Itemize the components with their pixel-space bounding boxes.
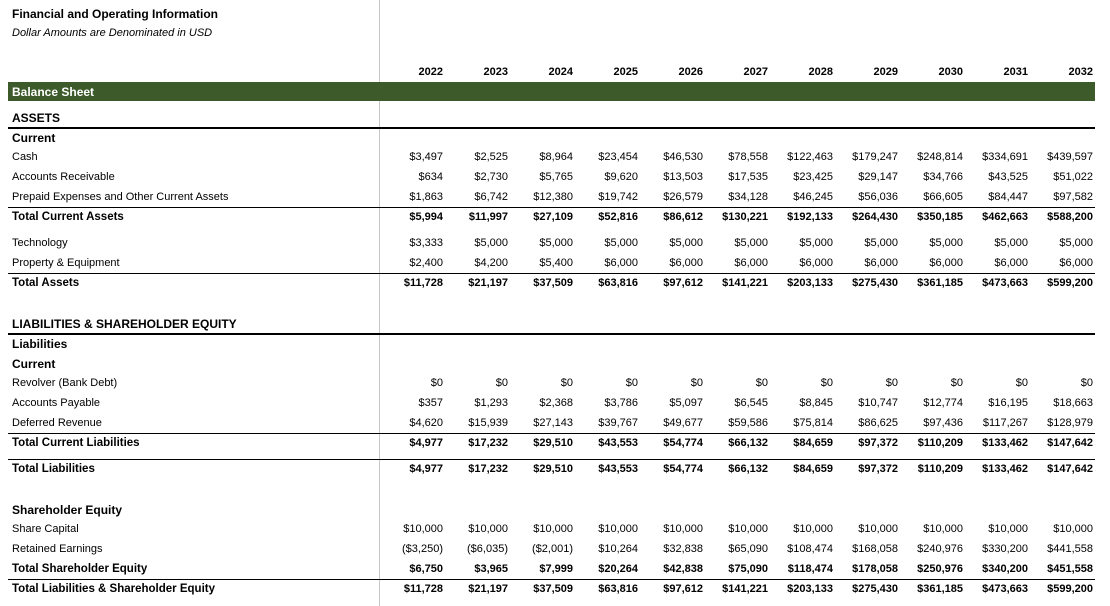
cell-value: $0 bbox=[560, 377, 573, 389]
year-header-2030: 2030 bbox=[938, 66, 963, 78]
cell-value: $16,195 bbox=[988, 397, 1028, 409]
section-band-label: Balance Sheet bbox=[12, 85, 95, 99]
cell-value: $599,200 bbox=[1047, 583, 1093, 595]
year-header-2024: 2024 bbox=[548, 66, 573, 78]
cell-value: $108,474 bbox=[787, 543, 833, 555]
cell-value: $46,245 bbox=[793, 191, 833, 203]
row-label: ASSETS bbox=[12, 111, 61, 125]
cell-value: $97,612 bbox=[663, 583, 703, 595]
year-header-2022: 2022 bbox=[418, 66, 443, 78]
cell-value: $5,765 bbox=[539, 171, 573, 183]
cell-value: $54,774 bbox=[663, 437, 703, 449]
cell-value: $34,128 bbox=[728, 191, 768, 203]
cell-value: $66,132 bbox=[728, 463, 768, 475]
cell-value: $4,977 bbox=[409, 437, 443, 449]
cell-value: $6,000 bbox=[994, 257, 1028, 269]
cell-value: $43,553 bbox=[598, 437, 638, 449]
cell-value: $10,000 bbox=[663, 523, 703, 535]
cell-value: $330,200 bbox=[982, 543, 1028, 555]
cell-value: $6,000 bbox=[799, 257, 833, 269]
cell-value: $37,509 bbox=[533, 583, 573, 595]
cell-value: $6,742 bbox=[474, 191, 508, 203]
cell-value: $46,530 bbox=[663, 151, 703, 163]
table-row bbox=[0, 414, 1110, 434]
cell-value: $133,462 bbox=[982, 463, 1028, 475]
cell-value: $178,058 bbox=[852, 563, 898, 575]
cell-value: $361,185 bbox=[917, 583, 963, 595]
cell-value: $6,000 bbox=[604, 257, 638, 269]
cell-value: $49,677 bbox=[663, 417, 703, 429]
year-header-2031: 2031 bbox=[1003, 66, 1028, 78]
cell-value: $39,767 bbox=[598, 417, 638, 429]
cell-value: $3,497 bbox=[409, 151, 443, 163]
cell-value: $5,000 bbox=[734, 237, 768, 249]
cell-value: $599,200 bbox=[1047, 277, 1093, 289]
cell-value: $86,625 bbox=[858, 417, 898, 429]
row-label: Retained Earnings bbox=[12, 543, 103, 555]
cell-value: $462,663 bbox=[982, 211, 1028, 223]
cell-value: $350,185 bbox=[917, 211, 963, 223]
cell-value: $56,036 bbox=[858, 191, 898, 203]
row-label: Technology bbox=[12, 237, 68, 249]
cell-value: $118,474 bbox=[787, 563, 833, 575]
cell-value: ($2,001) bbox=[532, 543, 573, 555]
table-row bbox=[0, 434, 1110, 454]
cell-value: $473,663 bbox=[982, 583, 1028, 595]
cell-value: $179,247 bbox=[852, 151, 898, 163]
cell-value: $17,535 bbox=[728, 171, 768, 183]
cell-value: $250,976 bbox=[917, 563, 963, 575]
cell-value: $11,728 bbox=[403, 583, 443, 595]
cell-value: $11,997 bbox=[468, 211, 508, 223]
cell-value: $52,816 bbox=[598, 211, 638, 223]
cell-value: $10,000 bbox=[793, 523, 833, 535]
cell-value: $1,863 bbox=[409, 191, 443, 203]
cell-value: $4,200 bbox=[474, 257, 508, 269]
cell-value: $20,264 bbox=[598, 563, 638, 575]
table-row bbox=[0, 168, 1110, 188]
table-row bbox=[0, 374, 1110, 394]
cell-value: $84,447 bbox=[988, 191, 1028, 203]
cell-value: $4,620 bbox=[409, 417, 443, 429]
cell-value: $27,143 bbox=[533, 417, 573, 429]
table-row bbox=[0, 540, 1110, 560]
cell-value: $441,558 bbox=[1047, 543, 1093, 555]
year-header-2023: 2023 bbox=[483, 66, 508, 78]
cell-value: $65,090 bbox=[728, 543, 768, 555]
table-row bbox=[0, 128, 1110, 148]
cell-value: $29,147 bbox=[858, 171, 898, 183]
cell-value: $0 bbox=[495, 377, 508, 389]
cell-value: $5,000 bbox=[604, 237, 638, 249]
row-label: Deferred Revenue bbox=[12, 417, 102, 429]
row-label: Total Current Liabilities bbox=[12, 437, 140, 449]
table-row bbox=[0, 580, 1110, 600]
cell-value: $8,964 bbox=[539, 151, 573, 163]
cell-value: $6,000 bbox=[734, 257, 768, 269]
cell-value: $5,400 bbox=[539, 257, 573, 269]
cell-value: $340,200 bbox=[982, 563, 1028, 575]
cell-value: $11,728 bbox=[403, 277, 443, 289]
cell-value: $10,000 bbox=[468, 523, 508, 535]
cell-value: $27,109 bbox=[533, 211, 573, 223]
cell-value: $192,133 bbox=[787, 211, 833, 223]
table-row bbox=[0, 274, 1110, 294]
cell-value: $3,333 bbox=[409, 237, 443, 249]
row-label: Cash bbox=[12, 151, 38, 163]
cell-value: $6,000 bbox=[929, 257, 963, 269]
cell-value: $248,814 bbox=[917, 151, 963, 163]
cell-value: $23,454 bbox=[598, 151, 638, 163]
cell-value: $203,133 bbox=[787, 277, 833, 289]
cell-value: $84,659 bbox=[793, 463, 833, 475]
cell-value: $5,000 bbox=[994, 237, 1028, 249]
cell-value: $133,462 bbox=[982, 437, 1028, 449]
cell-value: $275,430 bbox=[852, 277, 898, 289]
row-label: Total Liabilities & Shareholder Equity bbox=[12, 583, 215, 595]
cell-value: $2,400 bbox=[409, 257, 443, 269]
cell-value: $12,380 bbox=[533, 191, 573, 203]
cell-value: $2,525 bbox=[474, 151, 508, 163]
table-row bbox=[0, 460, 1110, 480]
year-header-2029: 2029 bbox=[873, 66, 898, 78]
cell-value: $5,000 bbox=[929, 237, 963, 249]
cell-value: $43,553 bbox=[598, 463, 638, 475]
cell-value: $141,221 bbox=[722, 583, 768, 595]
table-row bbox=[0, 560, 1110, 580]
cell-value: $10,000 bbox=[728, 523, 768, 535]
table-row bbox=[0, 394, 1110, 414]
cell-value: $10,000 bbox=[403, 523, 443, 535]
cell-value: $59,586 bbox=[728, 417, 768, 429]
cell-value: $86,612 bbox=[663, 211, 703, 223]
cell-value: ($3,250) bbox=[402, 543, 443, 555]
year-header-2028: 2028 bbox=[808, 66, 833, 78]
cell-value: $21,197 bbox=[468, 583, 508, 595]
row-label: Accounts Receivable bbox=[12, 171, 115, 183]
cell-value: $75,090 bbox=[728, 563, 768, 575]
cell-value: $10,000 bbox=[533, 523, 573, 535]
cell-value: $203,133 bbox=[787, 583, 833, 595]
cell-value: $0 bbox=[1015, 377, 1028, 389]
table-row bbox=[0, 500, 1110, 520]
cell-value: $29,510 bbox=[533, 463, 573, 475]
cell-value: $6,000 bbox=[864, 257, 898, 269]
cell-value: $17,232 bbox=[468, 463, 508, 475]
cell-value: $0 bbox=[820, 377, 833, 389]
row-label: Accounts Payable bbox=[12, 397, 101, 409]
table-row bbox=[0, 148, 1110, 168]
cell-value: $42,838 bbox=[663, 563, 703, 575]
cell-value: $97,582 bbox=[1053, 191, 1093, 203]
cell-value: $10,000 bbox=[988, 523, 1028, 535]
cell-value: $10,000 bbox=[598, 523, 638, 535]
cell-value: $5,097 bbox=[669, 397, 703, 409]
section-band bbox=[8, 82, 1095, 101]
table-row bbox=[0, 234, 1110, 254]
table-row bbox=[0, 354, 1110, 374]
cell-value: $6,000 bbox=[1059, 257, 1093, 269]
cell-value: $15,939 bbox=[468, 417, 508, 429]
cell-value: $17,232 bbox=[468, 437, 508, 449]
cell-value: $12,774 bbox=[923, 397, 963, 409]
cell-value: $10,747 bbox=[858, 397, 898, 409]
cell-value: $110,209 bbox=[917, 463, 963, 475]
year-header-2032: 2032 bbox=[1068, 66, 1093, 78]
year-header-2026: 2026 bbox=[678, 66, 703, 78]
cell-value: $122,463 bbox=[787, 151, 833, 163]
cell-value: $23,425 bbox=[793, 171, 833, 183]
cell-value: $0 bbox=[430, 377, 443, 389]
report-subtitle: Dollar Amounts are Denominated in USD bbox=[12, 27, 213, 39]
cell-value: $66,605 bbox=[923, 191, 963, 203]
row-label: Shareholder Equity bbox=[12, 503, 123, 517]
cell-value: $3,965 bbox=[474, 563, 508, 575]
cell-value: $97,372 bbox=[858, 437, 898, 449]
cell-value: $0 bbox=[625, 377, 638, 389]
cell-value: $5,000 bbox=[864, 237, 898, 249]
cell-value: $0 bbox=[885, 377, 898, 389]
year-header-2027: 2027 bbox=[743, 66, 768, 78]
row-label: Property & Equipment bbox=[12, 257, 120, 269]
row-label: Total Assets bbox=[12, 277, 80, 289]
cell-value: $473,663 bbox=[982, 277, 1028, 289]
cell-value: $97,612 bbox=[663, 277, 703, 289]
cell-value: $4,977 bbox=[409, 463, 443, 475]
cell-value: $10,000 bbox=[1053, 523, 1093, 535]
cell-value: $357 bbox=[418, 397, 443, 409]
cell-value: $6,750 bbox=[409, 563, 443, 575]
row-label: Total Liabilities bbox=[12, 463, 95, 475]
row-label: Liabilities bbox=[12, 337, 68, 351]
cell-value: $13,503 bbox=[663, 171, 703, 183]
cell-value: $2,368 bbox=[539, 397, 573, 409]
row-label: Current bbox=[12, 131, 56, 145]
cell-value: $275,430 bbox=[852, 583, 898, 595]
cell-value: $5,000 bbox=[1059, 237, 1093, 249]
cell-value: $5,000 bbox=[474, 237, 508, 249]
cell-value: $130,221 bbox=[722, 211, 768, 223]
cell-value: $51,022 bbox=[1053, 171, 1093, 183]
cell-value: $0 bbox=[755, 377, 768, 389]
table-row bbox=[0, 108, 1110, 128]
table-row bbox=[0, 254, 1110, 274]
row-label: Total Current Assets bbox=[12, 211, 124, 223]
cell-value: $6,545 bbox=[734, 397, 768, 409]
cell-value: $439,597 bbox=[1047, 151, 1093, 163]
cell-value: $0 bbox=[950, 377, 963, 389]
cell-value: $75,814 bbox=[793, 417, 833, 429]
cell-value: $3,786 bbox=[604, 397, 638, 409]
cell-value: $78,558 bbox=[728, 151, 768, 163]
cell-value: $361,185 bbox=[917, 277, 963, 289]
cell-value: $5,000 bbox=[799, 237, 833, 249]
cell-value: $8,845 bbox=[799, 397, 833, 409]
cell-value: $97,436 bbox=[923, 417, 963, 429]
table-row bbox=[0, 334, 1110, 354]
row-label: Revolver (Bank Debt) bbox=[12, 377, 118, 389]
cell-value: $1,293 bbox=[474, 397, 508, 409]
cell-value: $43,525 bbox=[988, 171, 1028, 183]
cell-value: $34,766 bbox=[923, 171, 963, 183]
cell-value: $10,000 bbox=[923, 523, 963, 535]
cell-value: $54,774 bbox=[663, 463, 703, 475]
cell-value: ($6,035) bbox=[467, 543, 508, 555]
table-row bbox=[0, 314, 1110, 334]
row-label: LIABILITIES & SHAREHOLDER EQUITY bbox=[12, 317, 237, 331]
table-row bbox=[0, 188, 1110, 208]
cell-value: $63,816 bbox=[598, 277, 638, 289]
row-label: Share Capital bbox=[12, 523, 79, 535]
cell-value: $141,221 bbox=[722, 277, 768, 289]
row-label: Total Shareholder Equity bbox=[12, 563, 148, 575]
cell-value: $84,659 bbox=[793, 437, 833, 449]
cell-value: $66,132 bbox=[728, 437, 768, 449]
cell-value: $264,430 bbox=[852, 211, 898, 223]
cell-value: $147,642 bbox=[1047, 437, 1093, 449]
cell-value: $2,730 bbox=[474, 171, 508, 183]
cell-value: $128,979 bbox=[1047, 417, 1093, 429]
year-header-2025: 2025 bbox=[613, 66, 638, 78]
cell-value: $97,372 bbox=[858, 463, 898, 475]
cell-value: $21,197 bbox=[468, 277, 508, 289]
cell-value: $588,200 bbox=[1047, 211, 1093, 223]
cell-value: $117,267 bbox=[982, 417, 1028, 429]
row-label: Prepaid Expenses and Other Current Assets bbox=[12, 191, 229, 203]
cell-value: $37,509 bbox=[533, 277, 573, 289]
row-label: Current bbox=[12, 357, 56, 371]
cell-value: $18,663 bbox=[1053, 397, 1093, 409]
report-title: Financial and Operating Information bbox=[12, 7, 219, 21]
cell-value: $168,058 bbox=[852, 543, 898, 555]
cell-value: $147,642 bbox=[1047, 463, 1093, 475]
cell-value: $5,000 bbox=[669, 237, 703, 249]
cell-value: $10,264 bbox=[598, 543, 638, 555]
cell-value: $240,976 bbox=[917, 543, 963, 555]
table-row bbox=[0, 520, 1110, 540]
cell-value: $0 bbox=[690, 377, 703, 389]
cell-value: $29,510 bbox=[533, 437, 573, 449]
cell-value: $5,000 bbox=[539, 237, 573, 249]
cell-value: $9,620 bbox=[604, 171, 638, 183]
cell-value: $26,579 bbox=[663, 191, 703, 203]
cell-value: $19,742 bbox=[598, 191, 638, 203]
cell-value: $5,994 bbox=[409, 211, 443, 223]
cell-value: $0 bbox=[1080, 377, 1093, 389]
cell-value: $10,000 bbox=[858, 523, 898, 535]
cell-value: $634 bbox=[418, 171, 443, 183]
cell-value: $451,558 bbox=[1047, 563, 1093, 575]
cell-value: $334,691 bbox=[982, 151, 1028, 163]
cell-value: $32,838 bbox=[663, 543, 703, 555]
cell-value: $7,999 bbox=[539, 563, 573, 575]
cell-value: $6,000 bbox=[669, 257, 703, 269]
cell-value: $110,209 bbox=[917, 437, 963, 449]
cell-value: $63,816 bbox=[598, 583, 638, 595]
table-row bbox=[0, 208, 1110, 228]
